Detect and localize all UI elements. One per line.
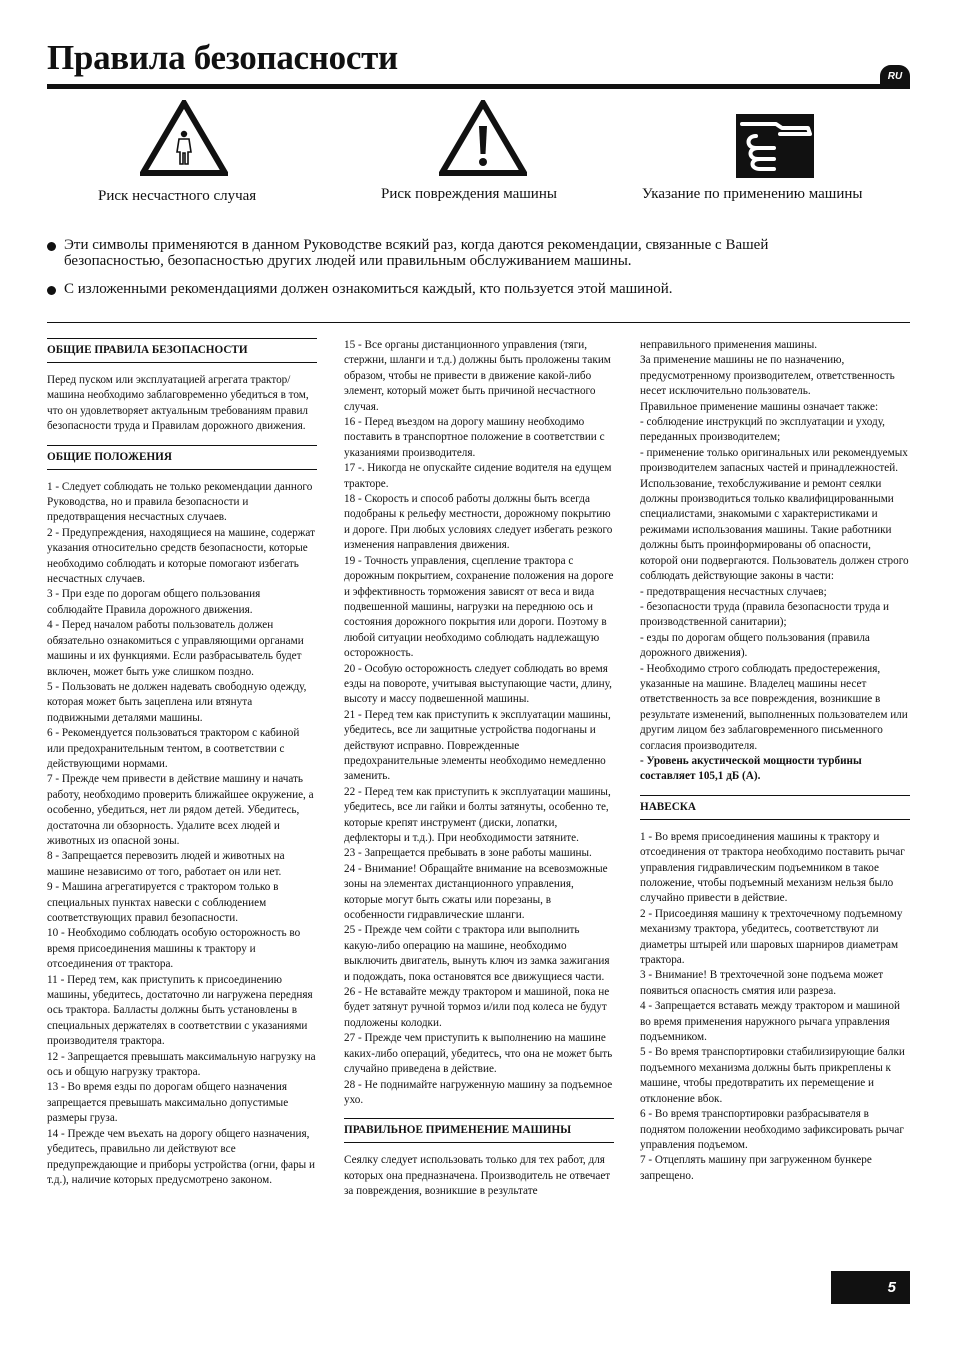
- text-line: неправильного применения машины.: [640, 339, 818, 351]
- column-1: [47, 338, 317, 1188]
- page-title: Правила безопасности: [47, 38, 398, 77]
- list-item: 1 - Следует соблюдать не только рекомендации данного Руководства, но и правила безопасности и предотвращения несчастных случаев.: [47, 480, 313, 524]
- text-line: Использование, техобслуживание и ремонт сеялки должны производиться только квалифицированными специалистами, знакомыми с характеристиками и режимами использования машины. Такие работники должны быть проинформированы об опасности, которой они подвергаются. Пользователь должен строго соблюдать действующие законы в части:: [640, 477, 909, 583]
- list-item: 1 - Во время присоединения машины к трактору и отсоединения от трактора необходимо поставить рычаг управления гидравлическим подъемником в такое положение, чтобы подъемный механизм нельзя было случайно привести в действие.: [640, 830, 905, 905]
- section-heading-general-provisions: ОБЩИЕ ПОЛОЖЕНИЯ: [47, 445, 317, 470]
- section-heading-hitching: НАВЕСКА: [640, 795, 910, 820]
- instruction-pointing-hand-icon: [736, 114, 814, 178]
- noise-level-note: - Уровень акустической мощности турбины составляет 105,1 дБ (А).: [640, 754, 862, 783]
- list-item: 22 - Перед тем как приступить к эксплуатации машины, убедитесь, все ли гайки и болты затянуты, особенно те, которые крепят инструмент (диски, лопатки, дефлекторы и т.д.). При необходимости затяните.: [344, 785, 611, 844]
- symbol-label-accident: Риск несчастного случая: [98, 188, 257, 204]
- symbol-label-machine-damage: Риск повреждения машины: [381, 186, 557, 202]
- list-item: 3 - При езде по дорогам общего пользования соблюдайте Правила дорожного движения.: [47, 588, 261, 616]
- text-line: - применение только оригинальных или рекомендуемых производителем запасных частей и принадлежностей.: [640, 446, 908, 475]
- list-item: 7 - Отцеплять машину при загруженном бункере запрещено.: [640, 1154, 872, 1182]
- bullet-item: Эти символы применяются в данном Руководстве всякий раз, когда даются рекомендации, связанные с Вашей безопасностью, безопасностью других людей или правильным обслуживанием машины.: [47, 237, 867, 269]
- text-line: За применение машины не по назначению, предусмотренному производителем, ответственность несет исключительно пользователь.: [640, 354, 895, 398]
- text-line: - Необходимо строго соблюдать предостережения, указанные на машине. Владелец машины несет ответственность за все повреждения, возникшие в результате изменений, выполненных пользователем или другим лицом без заблаговременного письменного согласия производителя.: [640, 662, 908, 752]
- column-2: [344, 338, 614, 1200]
- list-item: 6 - Рекомендуется пользоваться трактором с кабиной или предохранительным тентом, в соответствии с действующими нормами.: [47, 727, 300, 770]
- list-item: 12 - Запрещается превышать максимальную нагрузку на ось и общую нагрузку трактора.: [47, 1050, 316, 1079]
- list-item: 10 - Необходимо соблюдать особую осторожность во время присоединения машины к трактору и отсоединения от трактора.: [47, 927, 301, 971]
- list-item: 4 - Перед началом работы пользователь должен обязательно ознакомиться с управляющими органами машины и их функциями. Если разбрасыватель будет включен, может быть уже слишком поздно.: [47, 619, 304, 678]
- list-item: 17 -. Никогда не опускайте сидение водителя на едущем тракторе.: [344, 462, 612, 490]
- list-item: 8 - Запрещается перевозить людей и животных на машине независимо от того, работает он или нет.: [47, 850, 285, 878]
- bullet-item: С изложенными рекомендациями должен ознакомиться каждый, кто пользуется этой машиной.: [47, 281, 867, 297]
- list-item: 20 - Особую осторожность следует соблюдать во время езды на повороте, учитывая выступающие части, длину, высоту и массу подвешенной машины.: [344, 662, 612, 706]
- text-line: - безопасности труда (правила безопасности труда и производственной санитарии);: [640, 600, 890, 629]
- page-number: 5: [831, 1271, 910, 1304]
- section-rule: [47, 322, 910, 323]
- list-item: 3 - Внимание! В трехточечной зоне подъема может появиться опасность смятия или разреза.: [640, 969, 884, 997]
- list-item: 6 - Во время транспортировки разбрасывателя в поднятом положении необходимо зафиксировать рычаг управления подъемом.: [640, 1108, 904, 1151]
- list-item: 9 - Машина агрегатируется с трактором только в специальных пунктах навески с соблюдением соответствующих правил безопасности.: [47, 881, 279, 924]
- column-3: [640, 338, 910, 1184]
- list-item: 26 - Не вставайте между трактором и машиной, пока не будет затянут ручной тормоз и/или под колеса не будут подложены колодки.: [344, 986, 610, 1029]
- proper-use-text: Сеялку следует использовать только для тех работ, для которых она предназначена. Производитель не отвечает за повреждения, возникшие в результате: [344, 1154, 611, 1198]
- list-item: 2 - Присоединяя машину к трехточечному подъемному механизму трактора, убедитесь, соответствуют ли диаметры штырей или шаровых шарниров диаметрам трактора.: [640, 907, 903, 967]
- list-item: 11 - Перед тем, как приступить к присоединению машины, убедитесь, достаточно ли нагружена передняя ось трактора. Балласты должны быть установлены в специальных держателях в соответствии с указаниями производителя трактора.: [47, 973, 313, 1048]
- title-rule: [47, 84, 910, 89]
- section-heading-proper-use: ПРАВИЛЬНОЕ ПРИМЕНЕНИЕ МАШИНЫ: [344, 1118, 614, 1143]
- list-item: 14 - Прежде чем въехать на дорогу общего назначения, убедитесь, правильно ли действуют все предупреждающие и приборы устройства (огни, фары и т.д.), наличие которых предусмотрено законом.: [47, 1127, 315, 1186]
- list-item: 21 - Перед тем как приступить к эксплуатации машины, убедитесь, все ли защитные устройства подогнаны и действуют исправно. Поврежденные предохранительные элементы необходимо немедленно заменить.: [344, 708, 611, 783]
- list-item: 5 - Пользовать не должен надевать свободную одежду, которая может быть зацеплена или втянута подвижными деталями машины.: [47, 680, 307, 724]
- bullet-dot-icon: [47, 242, 56, 251]
- list-item: 28 - Не поднимайте нагруженную машину за подъемное ухо.: [344, 1078, 613, 1106]
- text-line: - соблюдение инструкций по эксплуатации и уходу, переданных производителем;: [640, 416, 885, 444]
- list-item: 5 - Во время транспортировки стабилизирующие балки подъемного механизма должны быть прикреплены к машине, чтобы предотвратить их перемещение и отклонение вбок.: [640, 1046, 905, 1105]
- list-item: 16 - Перед въездом на дорогу машину необходимо поставить в транспортное положение в соответствии с указаниями производителя.: [344, 416, 605, 459]
- bullet-dot-icon: [47, 286, 56, 295]
- exclamation-warning-triangle-icon: [439, 100, 527, 176]
- list-item: 15 - Все органы дистанционного управления (тяги, стержни, шланги и т.д.) должны быть проложены таким образом, чтобы не привести в движение какой-либо элемент, который может быть причиной несчастного случая.: [344, 339, 611, 413]
- list-item: 25 - Прежде чем сойти с трактора или выполнить какую-либо операцию на машине, необходимо выключить двигатель, вынуть ключ из замка зажигания и подождать, пока остановятся все движущиеся части.: [344, 924, 610, 983]
- list-item: 4 - Запрещается вставать между трактором и машиной во время применения наружного рычага управления подъемником.: [640, 1000, 900, 1044]
- list-item: 18 - Скорость и способ работы должны быть всегда подобраны к рельефу местности, дорожному покрытию и дороге. При любых условиях следует избегать резкого изменения направления движения.: [344, 493, 613, 552]
- symbol-label-usage-note: Указание по применению машины: [642, 186, 863, 202]
- language-badge: RU: [880, 65, 910, 87]
- general-safety-text: Перед пуском или эксплуатацией агрегата трактор/ машина необходимо заблаговременно убедиться в том, что он удовлетворяет актуальным требованиям правил безопасности труда и Правилам дорожного движения.: [47, 374, 309, 433]
- person-warning-triangle-icon: [140, 100, 228, 176]
- list-item: 23 - Запрещается пребывать в зоне работы машины.: [344, 847, 592, 860]
- list-item: 7 - Прежде чем привести в действие машину и начать работу, необходимо проверить ближайшее окружение, а особенно, убедиться, нет ли рядом детей. Убедитесь, достаточна ли обзорность. Удалите всех людей и животных из опасной зоны.: [47, 773, 314, 847]
- intro-bullets: [47, 237, 867, 309]
- list-item: 27 - Прежде чем приступить к выполнению на машине каких-либо операций, убедитесь, что она не может быть случайно приведена в действие.: [344, 1032, 613, 1076]
- list-item: 2 - Предупреждения, находящиеся на машине, содержат указания относительно средств безопасности, которые необходимо соблюдать и которые помогают избегать несчастных случаев.: [47, 526, 315, 586]
- text-line: - предотвращения несчастных случаев;: [640, 585, 827, 598]
- list-item: 13 - Во время езды по дорогам общего назначения запрещается превышать максимально допустимые размеры груза.: [47, 1081, 289, 1125]
- section-heading-general-safety: ОБЩИЕ ПРАВИЛА БЕЗОПАСНОСТИ: [47, 338, 317, 363]
- text-line: - езды по дорогам общего пользования (правила дорожного движения).: [640, 631, 870, 660]
- list-item: 24 - Внимание! Обращайте внимание на всевозможные зоны на элементах дистанционного управления, которые могут быть сжаты или порезаны, в особенности гидравлические шланги.: [344, 862, 608, 922]
- text-line: Правильное применение машины означает также:: [640, 400, 879, 413]
- list-item: 19 - Точность управления, сцепление трактора с дорожным покрытием, сохранение положения на дороге и эффективность торможения зависят от веса и вида подвешенной машины, нагрузки на переднюю ось и состояния дорожного покрытия или дороги. Поэтому в любой ситуации необходимо соблюдать надлежащую осторожность.: [344, 554, 614, 660]
